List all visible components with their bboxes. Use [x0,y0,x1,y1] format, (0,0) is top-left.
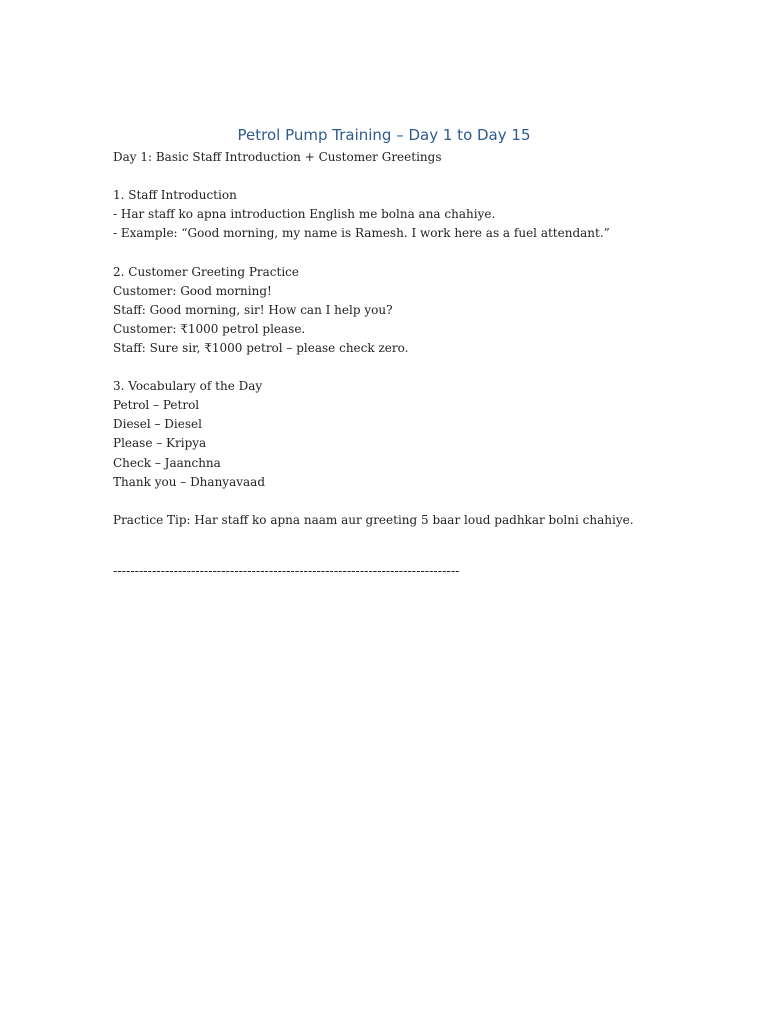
vocabulary-item: Check – Jaanchna [113,455,221,470]
vocabulary-item: Diesel – Diesel [113,417,202,432]
blank-line [113,492,733,511]
document-title: Petrol Pump Training – Day 1 to Day 15 [237,126,531,144]
dialogue-line: Staff: Good morning, sir! How can I help you? [113,302,393,317]
section-vocabulary-heading: 3. Vocabulary of the Day [113,379,263,394]
vocabulary-item: Please – Kripya [113,436,207,451]
blank-line [113,243,733,262]
day-heading: Day 1: Basic Staff Introduction + Customer Greetings [113,150,442,164]
blank-line [113,167,733,186]
paragraph-line: - Har staff ko apna introduction English me bolna ana chahiye. [113,207,496,222]
dialogue-line: Staff: Sure sir, ₹1000 petrol – please check zero. [113,340,409,355]
dialogue-line: Customer: Good morning! [113,283,272,298]
practice-tip: Practice Tip: Har staff ko apna naam aur greeting 5 baar loud padhkar bolni chahiye. [113,512,634,527]
document-body [113,148,733,530]
dialogue-line: Customer: ₹1000 petrol please. [113,321,306,336]
blank-line [113,358,733,377]
vocabulary-item: Thank you – Dhanyavaad [113,474,265,489]
section-customer-greeting-heading: 2. Customer Greeting Practice [113,264,299,279]
section-divider: -------------------------------------------------------------------------------- [113,564,460,578]
vocabulary-item: Petrol – Petrol [113,398,200,413]
section-staff-introduction-heading: 1. Staff Introduction [113,188,237,203]
paragraph-line: - Example: “Good morning, my name is Ramesh. I work here as a fuel attendant.” [113,226,610,241]
